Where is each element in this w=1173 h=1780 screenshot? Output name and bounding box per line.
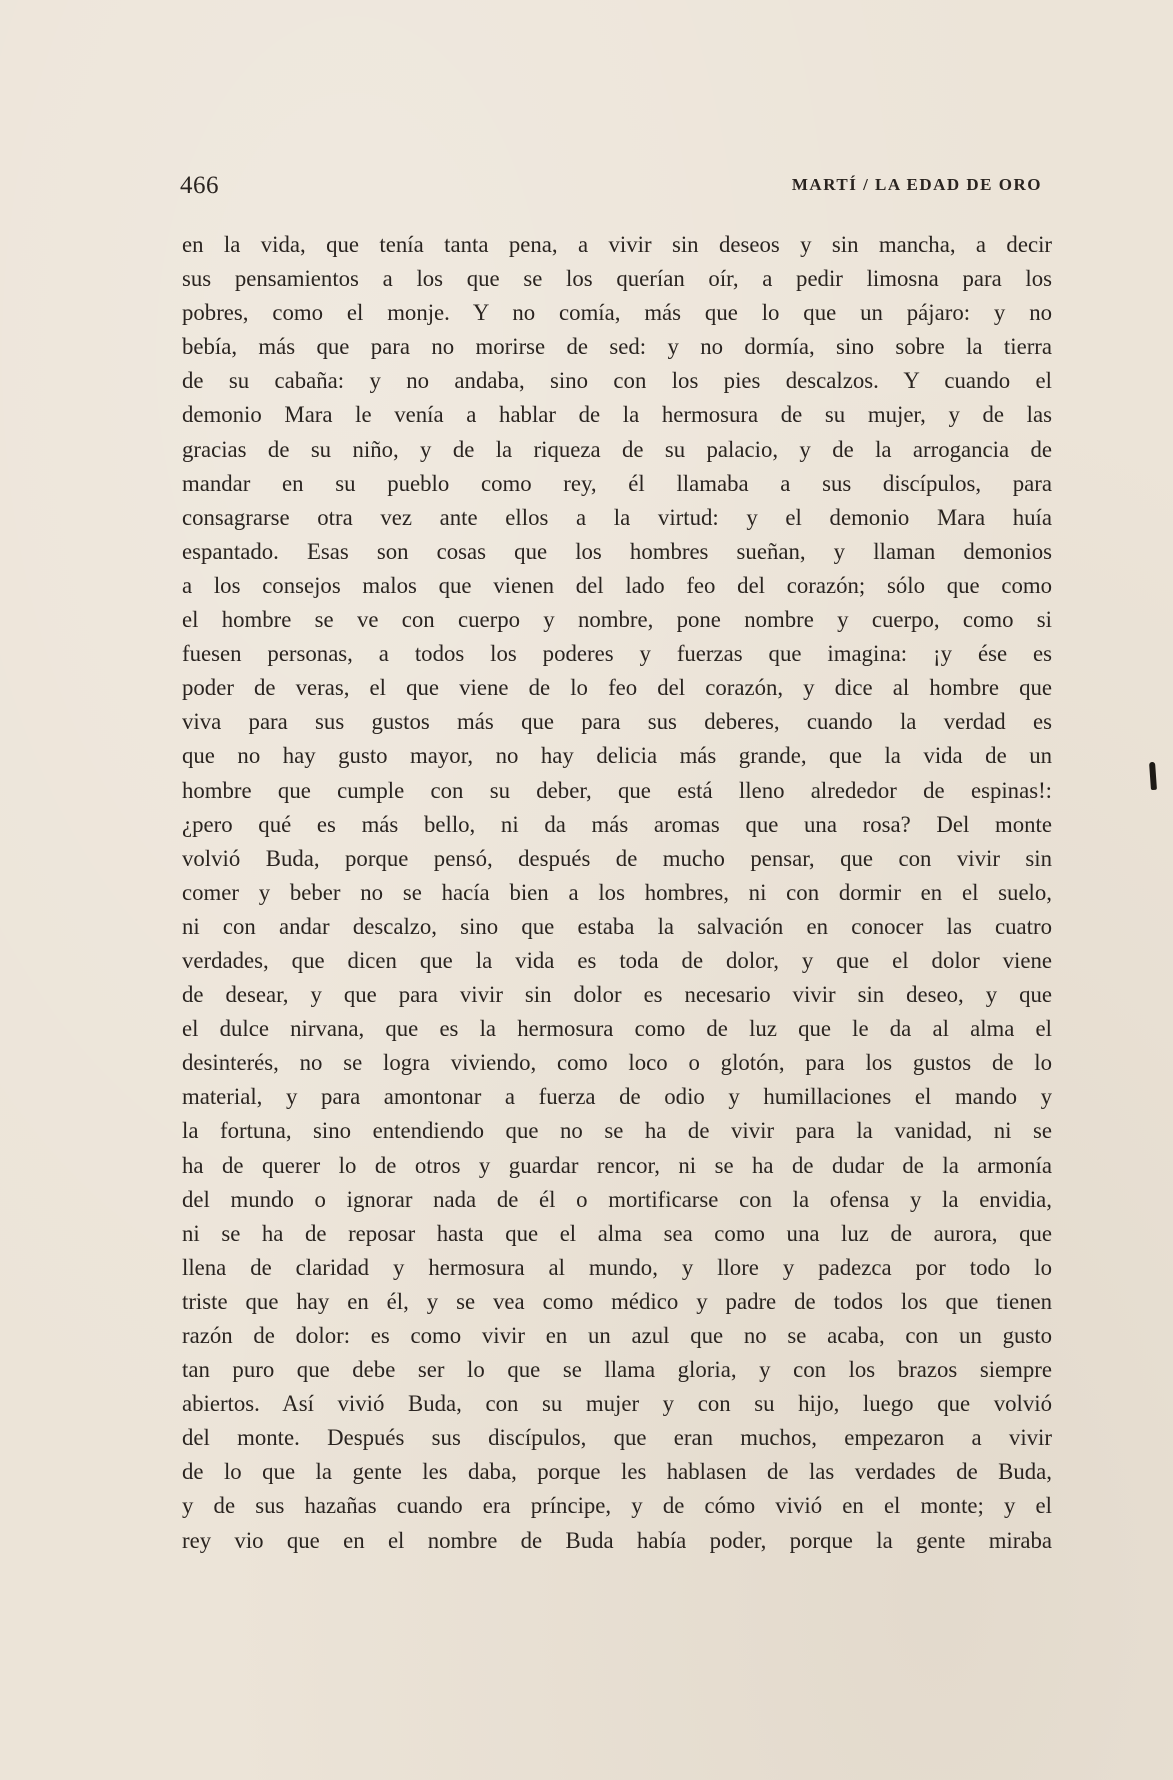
ink-speck: [1149, 762, 1157, 790]
text-line: comer y beber no se hacía bien a los hombres, ni con dormir en el suelo,: [182, 879, 1052, 905]
text-line: rey vio que en el nombre de Buda había poder, porque la gente miraba: [182, 1527, 1052, 1553]
text-line: de lo que la gente les daba, porque les hablasen de las verdades de Buda,: [182, 1459, 1052, 1485]
text-line: del mundo o ignorar nada de él o mortificarse con la ofensa y la envidia,: [182, 1186, 1052, 1212]
text-line: mandar en su pueblo como rey, él llamaba a sus discípulos, para: [182, 470, 1052, 496]
text-line: ha de querer lo de otros y guardar rencor, ni se ha de dudar de la armonía: [182, 1152, 1052, 1178]
text-line: la fortuna, sino entendiendo que no se ha de vivir para la vanidad, ni se: [182, 1118, 1052, 1144]
text-line: razón de dolor: es como vivir en un azul que no se acaba, con un gusto: [182, 1323, 1052, 1348]
text-line: poder de veras, el que viene de lo feo del corazón, y dice al hombre que: [182, 675, 1052, 701]
text-line: tan puro que debe ser lo que se llama gloria, y con los brazos siempre: [182, 1357, 1052, 1383]
text-line: espantado. Esas son cosas que los hombres sueñan, y llaman demonios: [182, 538, 1052, 564]
text-line: de su cabaña: y no andaba, sino con los pies descalzos. Y cuando el: [182, 368, 1052, 394]
text-line: triste que hay en él, y se vea como médico y padre de todos los que tienen: [182, 1288, 1052, 1314]
text-line: bebía, más que para no morirse de sed: y no dormía, sino sobre la tierra: [182, 334, 1052, 360]
text-line: ni con andar descalzo, sino que estaba la salvación en conocer las cuatro: [182, 913, 1052, 939]
text-line: ni se ha de reposar hasta que el alma sea como una luz de aurora, que: [182, 1220, 1052, 1246]
text-line: desinterés, no se logra viviendo, como loco o glotón, para los gustos de lo: [182, 1050, 1052, 1076]
text-line: material, y para amontonar a fuerza de odio y humillaciones el mando y: [182, 1084, 1052, 1110]
text-line: demonio Mara le venía a hablar de la hermosura de su mujer, y de las: [182, 402, 1052, 428]
text-line: que no hay gusto mayor, no hay delicia más grande, que la vida de un: [182, 743, 1052, 769]
text-line: a los consejos malos que vienen del lado feo del corazón; sólo que como: [182, 572, 1052, 598]
text-line: llena de claridad y hermosura al mundo, y llore y padezca por todo lo: [182, 1254, 1052, 1280]
text-line: del monte. Después sus discípulos, que eran muchos, empezaron a vivir: [182, 1425, 1052, 1451]
text-line: y de sus hazañas cuando era príncipe, y de cómo vivió en el monte; y el: [182, 1493, 1052, 1519]
text-line: viva para sus gustos más que para sus deberes, cuando la verdad es: [182, 709, 1052, 735]
text-line: el hombre se ve con cuerpo y nombre, pone nombre y cuerpo, como si: [182, 607, 1052, 633]
text-line: fuesen personas, a todos los poderes y fuerzas que imagina: ¡y ése es: [182, 641, 1052, 667]
text-line: en la vida, que tenía tanta pena, a vivir sin deseos y sin mancha, a decir: [182, 232, 1052, 257]
text-line: consagrarse otra vez ante ellos a la virtud: y el demonio Mara huía: [182, 504, 1052, 530]
text-line: hombre que cumple con su deber, que está lleno alrededor de espinas!:: [182, 777, 1052, 803]
running-header: [180, 172, 1042, 202]
text-line: verdades, que dicen que la vida es toda de dolor, y que el dolor viene: [182, 947, 1052, 973]
text-line: ¿pero qué es más bello, ni da más aromas que una rosa? Del monte: [182, 811, 1052, 837]
text-line: pobres, como el monje. Y no comía, más que lo que un pájaro: y no: [182, 300, 1052, 326]
text-line: el dulce nirvana, que es la hermosura como de luz que le da al alma el: [182, 1016, 1052, 1042]
text-line: volvió Buda, porque pensó, después de mucho pensar, que con vivir sin: [182, 845, 1052, 871]
body-text: [182, 228, 1052, 1558]
text-line: gracias de su niño, y de la riqueza de su palacio, y de la arrogancia de: [182, 436, 1052, 462]
text-line: abiertos. Así vivió Buda, con su mujer y con su hijo, luego que volvió: [182, 1391, 1052, 1417]
text-line: de desear, y que para vivir sin dolor es necesario vivir sin deseo, y que: [182, 982, 1052, 1008]
running-title: MARTÍ / LA EDAD DE ORO: [791, 175, 1042, 194]
text-line: sus pensamientos a los que se los querían oír, a pedir limosna para los: [182, 266, 1052, 292]
page-number: 466: [180, 172, 219, 199]
